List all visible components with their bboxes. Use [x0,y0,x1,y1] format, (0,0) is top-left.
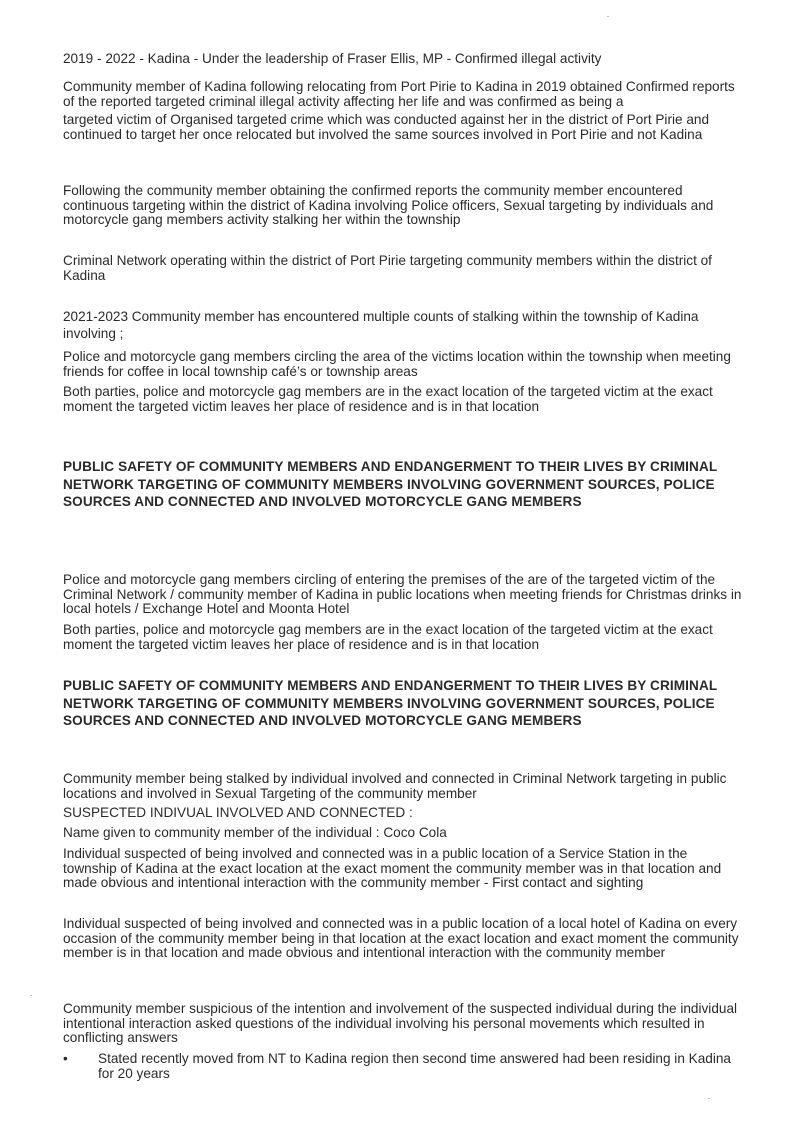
paragraph: Individual suspected of being involved and connected was in a public location of a Service Station in the township of Kadina at the exact location at the exact moment the community member was in that location and made obvious and intentional interaction with the community member - First contact and sighting [63,846,722,890]
paragraph-intro-heading: 2019 - 2022 - Kadina - Under the leadership of Fraser Ellis, MP - Confirmed illegal activity [63,51,602,66]
paragraph: 2021-2023 Community member has encountered multiple counts of stalking within the township of Kadina [63,309,699,324]
bullet-marker: • [63,1051,68,1066]
bullet-text: Stated recently moved from NT to Kadina region then second time answered had been residing in Kadina for 20 years [98,1051,731,1081]
paragraph: Community member suspicious of the intention and involvement of the suspected individual during the individual intentional interaction asked questions of the individual involving his personal movements which resulted in conflicting answers [63,1001,738,1045]
scan-speck [607,16,609,17]
paragraph: involving ; [63,326,124,341]
paragraph: Following the community member obtaining the confirmed reports the community member encountered continuous targeting within the district of Kadina involving Police officers, Sexual targeting by individuals and motorcycle gang members activity stalking her within the township [63,183,714,227]
paragraph: Community member of Kadina following relocating from Port Pirie to Kadina in 2019 obtained Confirmed reports of the reported targeted criminal illegal activity affecting her life and was confirmed as being a [63,79,735,109]
paragraph: targeted victim of Organised targeted crime which was conducted against her in the district of Port Pirie and continued to target her once relocated but involved the same sources involved in Port Pirie and not Kadina [63,112,710,142]
paragraph: Police and motorcycle gang members circling the area of the victims location within the township when meeting friends for coffee in local township café’s or township areas [63,349,731,379]
paragraph: Police and motorcycle gang members circling of entering the premises of the are of the targeted victim of the Criminal Network / community member of Kadina in public locations when meeting friends for Christmas drinks in local hotels / Exchange Hotel and Moonta Hotel [63,572,742,616]
section-heading: PUBLIC SAFETY OF COMMUNITY MEMBERS AND ENDANGERMENT TO THEIR LIVES BY CRIMINAL NETWORK TARGETING OF COMMUNITY MEMBERS INVOLVING GOVERNMENT SOURCES, POLICE SOURCES AND CONNECTED AND INVOLVED MOTORCYCLE GANG MEMBERS [63,459,718,509]
paragraph: SUSPECTED INDIVUAL INVOLVED AND CONNECTED : [63,805,413,820]
paragraph: Both parties, police and motorcycle gag members are in the exact location of the targeted victim at the exact moment the targeted victim leaves her place of residence and is in that location [63,384,713,414]
scan-speck [708,1098,710,1099]
paragraph: Community member being stalked by individual involved and connected in Criminal Network targeting in public locations and involved in Sexual Targeting of the community member [63,771,727,801]
paragraph: Individual suspected of being involved and connected was in a public location of a local hotel of Kadina on every occasion of the community member being in that location at the exact location and exact moment the community member is in that location and made obvious and intentional interaction with the community member [63,916,739,960]
scan-speck [30,995,32,996]
paragraph: Both parties, police and motorcycle gag members are in the exact location of the targeted victim at the exact moment the targeted victim leaves her place of residence and is in that location [63,622,713,652]
section-heading: PUBLIC SAFETY OF COMMUNITY MEMBERS AND ENDANGERMENT TO THEIR LIVES BY CRIMINAL NETWORK TARGETING OF COMMUNITY MEMBERS INVOLVING GOVERNMENT SOURCES, POLICE SOURCES AND CONNECTED AND INVOLVED MOTORCYCLE GANG MEMBERS [63,678,718,728]
paragraph: Criminal Network operating within the district of Port Pirie targeting community members within the district of Kadina [63,253,712,283]
paragraph: Name given to community member of the individual : Coco Cola [63,825,447,840]
